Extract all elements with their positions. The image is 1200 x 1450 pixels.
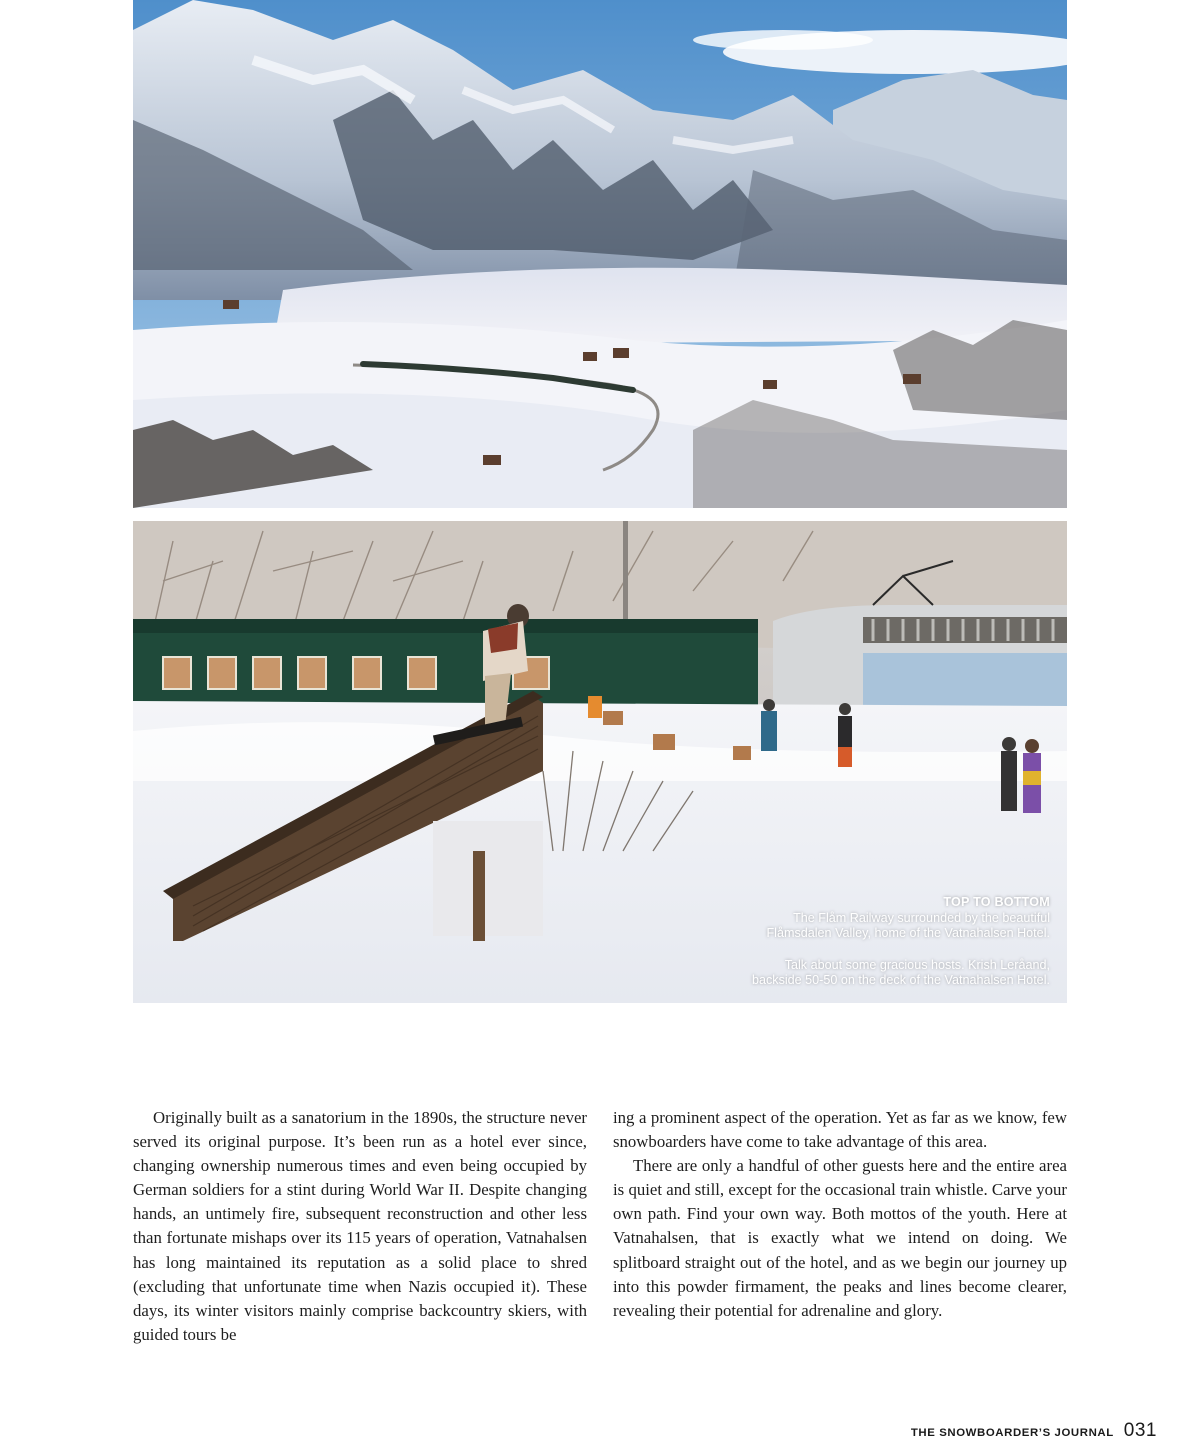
photo-caption: [750, 895, 1050, 989]
article-paragraph-continuation: ing a prominent aspect of the operation. Yet as far as we know, few snowboarders have come to take advantage of this area.: [613, 1108, 1067, 1152]
valley-illustration: [133, 0, 1067, 508]
caption-second: Talk about some gracious hosts. Krish Leråand, backside 50-50 on the deck of the Vatnahalsen Hotel.: [751, 957, 1050, 988]
photo-snowboarder-train: [133, 521, 1067, 1003]
page-footer: [911, 1420, 1157, 1442]
photo-flam-railway-valley: [133, 0, 1067, 508]
article-column-right: [613, 1106, 1067, 1323]
page-number: 031: [1123, 1420, 1157, 1441]
article-paragraph: There are only a handful of other guests here and the entire area is quiet and still, except for the occasional train whistle. Carve your own path. Find your own way. Both mottos of the youth. Here at Vatnahalsen, that is exactly what we intend on doing. We splitboard straight out of the hotel, and as we begin our journey up into this powder firmament, the peaks and lines become clearer, revealing their potential for adrenaline and glory.: [613, 1156, 1067, 1320]
article-column-left: [133, 1106, 587, 1347]
caption-heading: TOP TO BOTTOM: [943, 895, 1050, 910]
magazine-name: THE SNOWBOARDER’S JOURNAL: [910, 1427, 1114, 1439]
caption-first: The Flåm Railway surrounded by the beautiful Flåmsdalen Valley, home of the Vatnahalsen Hotel.: [766, 910, 1050, 941]
article-paragraph: Originally built as a sanatorium in the 1890s, the structure never served its original purpose. It’s been run as a hotel ever since, changing ownership numerous times and even being occupied by German soldiers for a stint during World War II. Despite changing hands, an untimely fire, subsequent reconstruction and other less than fortunate mishaps over its 115 years of operation, Vatnahalsen has long maintained its reputation as a solid place to shred (excluding that unfortunate time when Nazis occupied it). These days, its winter visitors mainly comprise backcountry skiers, with guided tours be: [133, 1108, 587, 1344]
